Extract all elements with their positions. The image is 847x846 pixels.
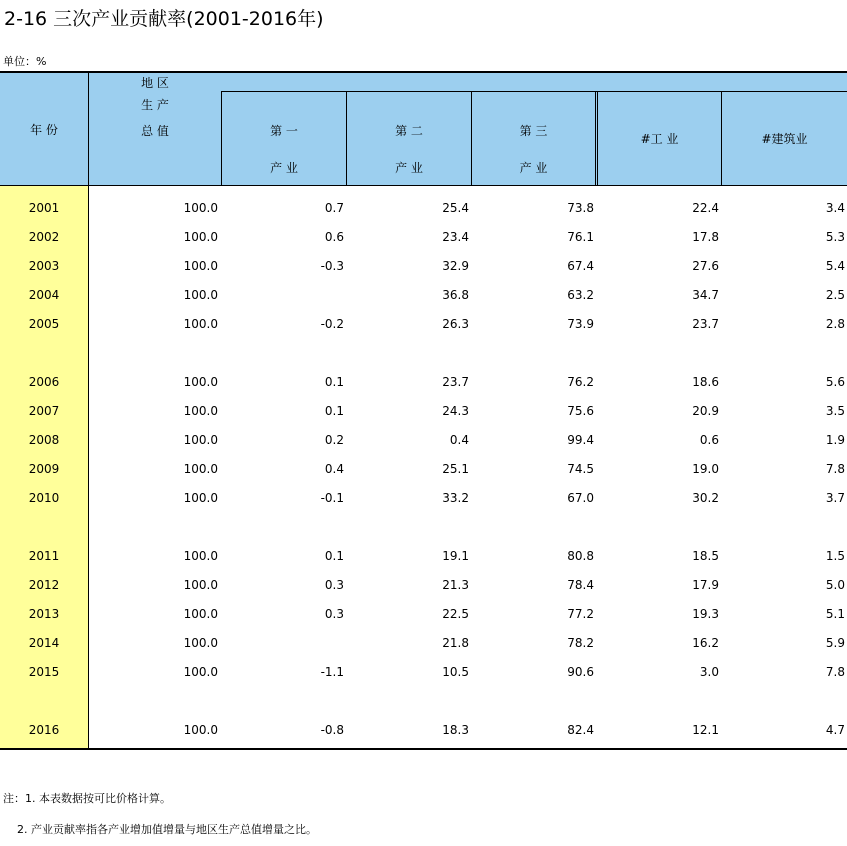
cell-secondary: 10.5 xyxy=(442,665,469,679)
header-secondary-line2: 产 业 xyxy=(395,161,423,175)
unit-label: 单位：% xyxy=(3,55,47,68)
column-divider xyxy=(595,91,596,186)
cell-year: 2013 xyxy=(28,607,60,621)
cell-tertiary: 78.4 xyxy=(567,578,594,592)
cell-gdp: 100.0 xyxy=(183,636,218,650)
cell-primary: 0.3 xyxy=(324,578,344,592)
cell-secondary: 24.3 xyxy=(442,404,469,418)
header-gdp-line3: 总 值 xyxy=(141,124,169,138)
cell-primary: 0.4 xyxy=(324,462,344,476)
cell-industry: 18.6 xyxy=(692,375,719,389)
cell-year: 2002 xyxy=(28,230,60,244)
cell-construction: 1.5 xyxy=(825,549,845,563)
cell-tertiary: 63.2 xyxy=(567,288,594,302)
cell-year: 2006 xyxy=(28,375,60,389)
cell-year: 2009 xyxy=(28,462,60,476)
cell-year: 2005 xyxy=(28,317,60,331)
cell-industry: 27.6 xyxy=(692,259,719,273)
table-bottom-rule xyxy=(0,748,847,750)
cell-primary: -1.1 xyxy=(320,665,344,679)
cell-tertiary: 82.4 xyxy=(567,723,594,737)
cell-secondary: 36.8 xyxy=(442,288,469,302)
cell-gdp: 100.0 xyxy=(183,375,218,389)
cell-secondary: 21.3 xyxy=(442,578,469,592)
cell-secondary: 25.4 xyxy=(442,201,469,215)
cell-primary: 0.6 xyxy=(324,230,344,244)
cell-year: 2012 xyxy=(28,578,60,592)
cell-secondary: 22.5 xyxy=(442,607,469,621)
cell-primary: -0.3 xyxy=(320,259,344,273)
cell-gdp: 100.0 xyxy=(183,433,218,447)
cell-industry: 3.0 xyxy=(699,665,719,679)
cell-gdp: 100.0 xyxy=(183,259,218,273)
header-year: 年 份 xyxy=(30,123,58,137)
cell-tertiary: 75.6 xyxy=(567,404,594,418)
contribution-table xyxy=(0,71,847,751)
cell-year: 2001 xyxy=(28,201,60,215)
cell-tertiary: 99.4 xyxy=(567,433,594,447)
cell-year: 2007 xyxy=(28,404,60,418)
header-industry: #工 业 xyxy=(640,132,679,146)
cell-primary: -0.8 xyxy=(320,723,344,737)
cell-construction: 1.9 xyxy=(825,433,845,447)
cell-tertiary: 80.8 xyxy=(567,549,594,563)
cell-tertiary: 73.8 xyxy=(567,201,594,215)
cell-year: 2003 xyxy=(28,259,60,273)
cell-gdp: 100.0 xyxy=(183,607,218,621)
page-title: 2-16 三次产业贡献率(2001-2016年) xyxy=(4,8,324,30)
header-tertiary-line1: 第 三 xyxy=(519,124,548,138)
cell-tertiary: 76.1 xyxy=(567,230,594,244)
cell-construction: 5.3 xyxy=(825,230,845,244)
cell-secondary: 26.3 xyxy=(442,317,469,331)
cell-secondary: 18.3 xyxy=(442,723,469,737)
cell-industry: 34.7 xyxy=(692,288,719,302)
cell-industry: 18.5 xyxy=(692,549,719,563)
cell-construction: 5.4 xyxy=(825,259,845,273)
header-gdp-line2: 生 产 xyxy=(141,98,169,112)
header-tertiary-line2: 产 业 xyxy=(519,161,548,175)
cell-primary: -0.2 xyxy=(320,317,344,331)
header-construction: #建筑业 xyxy=(761,132,808,146)
cell-tertiary: 67.4 xyxy=(567,259,594,273)
cell-tertiary: 77.2 xyxy=(567,607,594,621)
cell-gdp: 100.0 xyxy=(183,665,218,679)
cell-gdp: 100.0 xyxy=(183,491,218,505)
cell-primary: 0.1 xyxy=(324,375,344,389)
cell-industry: 22.4 xyxy=(692,201,719,215)
cell-tertiary: 76.2 xyxy=(567,375,594,389)
cell-industry: 17.9 xyxy=(692,578,719,592)
cell-gdp: 100.0 xyxy=(183,578,218,592)
cell-secondary: 21.8 xyxy=(442,636,469,650)
cell-secondary: 33.2 xyxy=(442,491,469,505)
cell-construction: 5.1 xyxy=(825,607,845,621)
cell-industry: 12.1 xyxy=(692,723,719,737)
cell-secondary: 23.7 xyxy=(442,375,469,389)
cell-industry: 19.0 xyxy=(692,462,719,476)
cell-gdp: 100.0 xyxy=(183,404,218,418)
cell-gdp: 100.0 xyxy=(183,462,218,476)
cell-construction: 5.0 xyxy=(825,578,845,592)
cell-primary: 0.1 xyxy=(324,404,344,418)
header-primary-line1: 第 一 xyxy=(270,124,298,138)
header-gdp-line1: 地 区 xyxy=(141,76,169,90)
header-primary-line2: 产 业 xyxy=(270,161,298,175)
cell-tertiary: 67.0 xyxy=(567,491,594,505)
cell-secondary: 23.4 xyxy=(442,230,469,244)
cell-primary: 0.2 xyxy=(324,433,344,447)
cell-tertiary: 73.9 xyxy=(567,317,594,331)
cell-tertiary: 74.5 xyxy=(567,462,594,476)
cell-construction: 3.7 xyxy=(825,491,845,505)
cell-primary: -0.1 xyxy=(320,491,344,505)
note-line: 注：1. 本表数据按可比价格计算。 xyxy=(3,792,171,805)
year-divider xyxy=(88,73,89,748)
cell-gdp: 100.0 xyxy=(183,201,218,215)
cell-year: 2014 xyxy=(28,636,60,650)
cell-year: 2015 xyxy=(28,665,60,679)
cell-industry: 19.3 xyxy=(692,607,719,621)
cell-secondary: 19.1 xyxy=(442,549,469,563)
cell-primary: 0.1 xyxy=(324,549,344,563)
header-bottom-rule xyxy=(0,185,847,186)
cell-industry: 16.2 xyxy=(692,636,719,650)
cell-construction: 3.4 xyxy=(825,201,845,215)
cell-industry: 23.7 xyxy=(692,317,719,331)
cell-construction: 2.8 xyxy=(825,317,845,331)
cell-construction: 7.8 xyxy=(825,462,845,476)
cell-tertiary: 90.6 xyxy=(567,665,594,679)
cell-gdp: 100.0 xyxy=(183,723,218,737)
cell-construction: 3.5 xyxy=(825,404,845,418)
cell-tertiary: 78.2 xyxy=(567,636,594,650)
cell-secondary: 25.1 xyxy=(442,462,469,476)
cell-industry: 0.6 xyxy=(699,433,719,447)
cell-gdp: 100.0 xyxy=(183,317,218,331)
cell-construction: 7.8 xyxy=(825,665,845,679)
cell-year: 2010 xyxy=(28,491,60,505)
cell-primary: 0.3 xyxy=(324,607,344,621)
cell-year: 2008 xyxy=(28,433,60,447)
cell-secondary: 32.9 xyxy=(442,259,469,273)
note-line: 2. 产业贡献率指各产业增加值增量与地区生产总值增量之比。 xyxy=(3,823,317,836)
subheader-rule xyxy=(221,91,847,92)
header-secondary-line1: 第 二 xyxy=(395,124,423,138)
cell-gdp: 100.0 xyxy=(183,288,218,302)
cell-year: 2004 xyxy=(28,288,60,302)
cell-industry: 20.9 xyxy=(692,404,719,418)
cell-construction: 5.9 xyxy=(825,636,845,650)
cell-gdp: 100.0 xyxy=(183,549,218,563)
cell-construction: 2.5 xyxy=(825,288,845,302)
cell-year: 2016 xyxy=(28,723,60,737)
cell-year: 2011 xyxy=(28,549,60,563)
cell-primary: 0.7 xyxy=(324,201,344,215)
cell-industry: 17.8 xyxy=(692,230,719,244)
cell-secondary: 0.4 xyxy=(449,433,469,447)
table-top-rule xyxy=(0,71,847,73)
cell-gdp: 100.0 xyxy=(183,230,218,244)
cell-construction: 4.7 xyxy=(825,723,845,737)
cell-industry: 30.2 xyxy=(692,491,719,505)
cell-construction: 5.6 xyxy=(825,375,845,389)
